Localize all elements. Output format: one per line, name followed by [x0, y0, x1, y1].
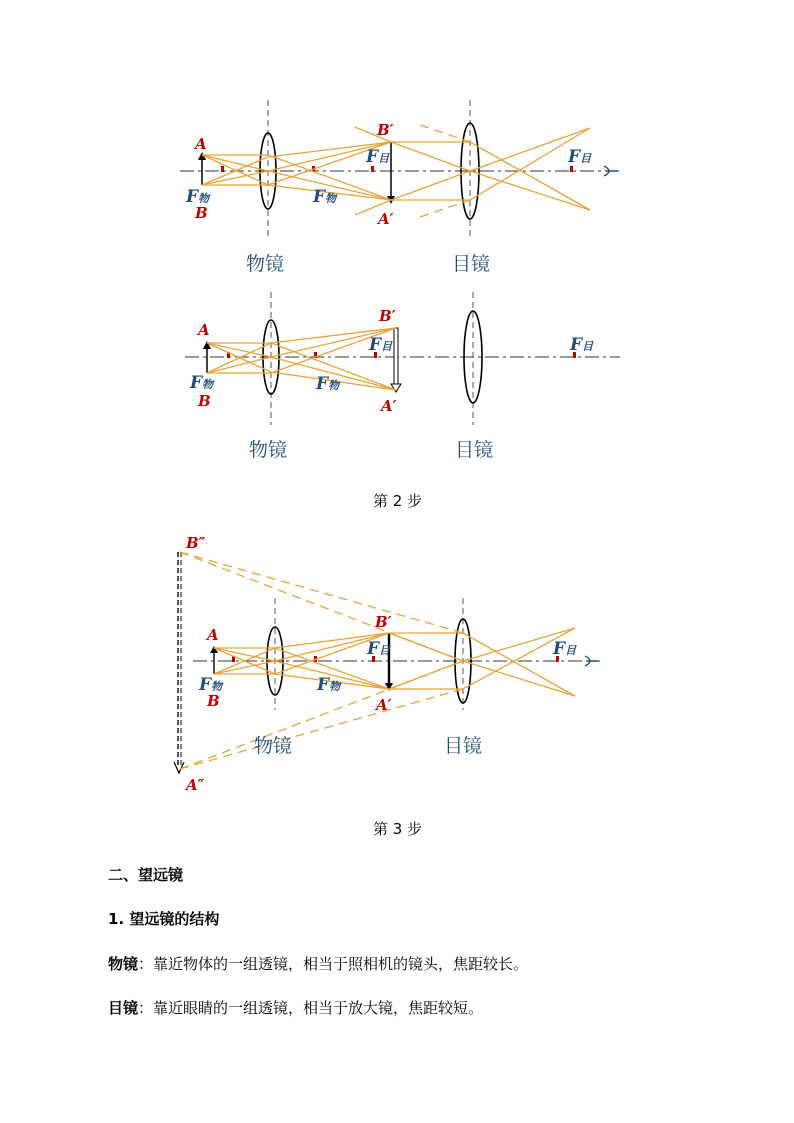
label-a-double-prime: A″ [186, 776, 205, 794]
label-b: B [207, 692, 220, 710]
eyepiece-label: 目镜 [455, 439, 494, 461]
label-a-prime: A′ [378, 210, 394, 228]
caption-step-2: 第 2 步 [373, 492, 423, 510]
f-eye-left: F目 [367, 639, 391, 659]
real-image-arrow [394, 328, 398, 384]
label-a: A [207, 626, 219, 644]
label-a-prime: A′ [376, 696, 392, 714]
f-obj-right: F物 [313, 187, 337, 207]
f-eye-right: F目 [568, 147, 592, 167]
f-obj-right: F物 [316, 374, 340, 394]
figure-3 [174, 534, 600, 794]
f-obj-right: F物 [317, 675, 341, 695]
label-a-prime: A′ [381, 397, 397, 415]
f-obj-left: F物 [186, 187, 210, 207]
label-b-prime: B′ [377, 121, 394, 139]
f-obj-left: F物 [190, 373, 214, 393]
label-a: A [195, 135, 207, 153]
eyepiece-desc: ：靠近眼睛的一组透镜，相当于放大镜，焦距较短。 [138, 999, 484, 1017]
eyepiece-term: 目镜 [108, 999, 139, 1017]
f-eye-right: F目 [570, 335, 594, 355]
objective-paragraph [108, 953, 528, 974]
eyepiece-label: 目镜 [452, 253, 491, 275]
objective-label: 物镜 [254, 735, 293, 757]
f-obj-left: F物 [199, 675, 223, 695]
label-b-double-prime: B″ [186, 534, 206, 552]
label-b-prime: B′ [379, 307, 396, 325]
f-eye-left: F目 [369, 335, 393, 355]
objective-label: 物镜 [249, 439, 288, 461]
caption-step-3: 第 3 步 [373, 820, 423, 838]
eyepiece-paragraph [108, 997, 483, 1018]
objective-term: 物镜 [108, 955, 139, 973]
label-b: B [198, 392, 211, 410]
objective-label: 物镜 [246, 253, 285, 275]
section-subtitle: 1. 望远镜的结构 [108, 910, 220, 928]
label-b: B [195, 204, 208, 222]
figure-1 [180, 100, 620, 275]
label-b-prime: B′ [375, 613, 392, 631]
eye-icon [604, 166, 618, 176]
section-title: 二、望远镜 [108, 866, 184, 884]
objective-desc: ：靠近物体的一组透镜，相当于照相机的镜头，焦距较长。 [138, 955, 529, 973]
eyepiece-label: 目镜 [444, 735, 483, 757]
label-a: A [198, 321, 210, 339]
f-eye-right: F目 [553, 639, 577, 659]
f-eye-left: F目 [366, 147, 390, 167]
figure-2 [185, 292, 620, 461]
